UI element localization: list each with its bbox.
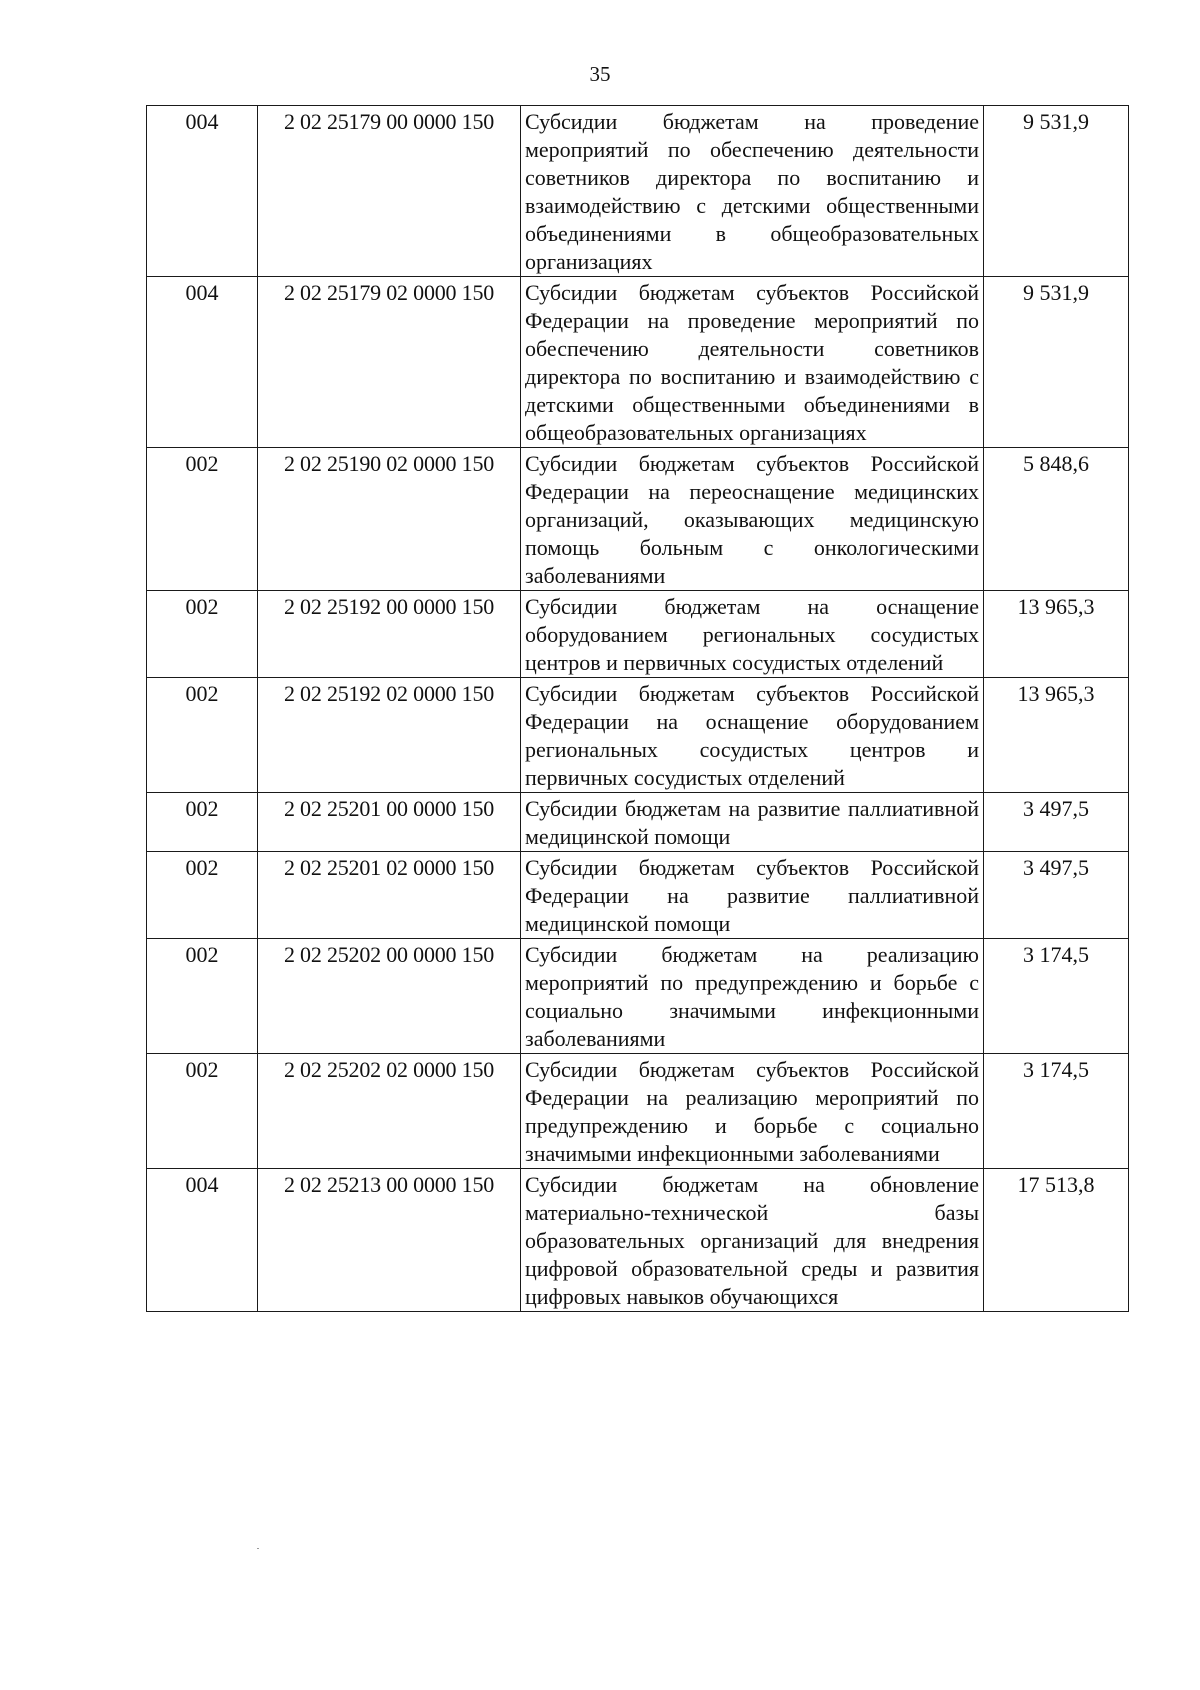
budget-classification-code-cell: 2 02 25202 02 0000 150 [258,1054,521,1169]
budget-classification-code-cell: 2 02 25201 00 0000 150 [258,793,521,852]
admin-code-cell: 002 [147,591,258,678]
admin-code-cell: 002 [147,448,258,591]
amount-cell: 3 497,5 [984,793,1129,852]
amount-cell: 5 848,6 [984,448,1129,591]
revenue-name-cell: Субсидии бюджетам субъектов Российской Федерации на проведение мероприятий по обеспечению деятельности советников директора по воспитанию и взаимодействию с детскими общественными объединениями в общеобразовательных организациях [521,277,984,448]
revenue-name-cell: Субсидии бюджетам на проведение мероприятий по обеспечению деятельности советников директора по воспитанию и взаимодействию с детскими общественными объединениями в общеобразовательных организациях [521,106,984,277]
table-row [147,448,1129,591]
admin-code-cell: 004 [147,1169,258,1312]
amount-cell: 3 174,5 [984,939,1129,1054]
amount-cell: 9 531,9 [984,277,1129,448]
revenue-name-cell: Субсидии бюджетам субъектов Российской Федерации на реализацию мероприятий по предупреждению и борьбе с социально значимыми инфекционными заболеваниями [521,1054,984,1169]
table-row [147,1054,1129,1169]
table-row [147,277,1129,448]
amount-cell: 17 513,8 [984,1169,1129,1312]
scan-speck [257,1548,259,1549]
table-row [147,1169,1129,1312]
amount-cell: 13 965,3 [984,591,1129,678]
revenue-name-cell: Субсидии бюджетам субъектов Российской Федерации на развитие паллиативной медицинской помощи [521,852,984,939]
budget-classification-code-cell: 2 02 25192 00 0000 150 [258,591,521,678]
budget-classification-code-cell: 2 02 25202 00 0000 150 [258,939,521,1054]
admin-code-cell: 002 [147,678,258,793]
admin-code-cell: 002 [147,1054,258,1169]
amount-cell: 9 531,9 [984,106,1129,277]
budget-classification-code-cell: 2 02 25179 02 0000 150 [258,277,521,448]
amount-cell: 3 174,5 [984,1054,1129,1169]
revenue-name-cell: Субсидии бюджетам на оснащение оборудованием региональных сосудистых центров и первичных сосудистых отделений [521,591,984,678]
table-row [147,591,1129,678]
revenue-name-cell: Субсидии бюджетам на реализацию мероприятий по предупреждению и борьбе с социально значимыми инфекционными заболеваниями [521,939,984,1054]
table-row [147,939,1129,1054]
budget-classification-code-cell: 2 02 25213 00 0000 150 [258,1169,521,1312]
amount-cell: 3 497,5 [984,852,1129,939]
revenue-name-cell: Субсидии бюджетам на развитие паллиативной медицинской помощи [521,793,984,852]
admin-code-cell: 004 [147,277,258,448]
budget-classification-code-cell: 2 02 25179 00 0000 150 [258,106,521,277]
admin-code-cell: 002 [147,793,258,852]
table-row [147,678,1129,793]
table-row [147,106,1129,277]
budget-classification-code-cell: 2 02 25192 02 0000 150 [258,678,521,793]
amount-cell: 13 965,3 [984,678,1129,793]
budget-classification-code-cell: 2 02 25201 02 0000 150 [258,852,521,939]
table-row [147,852,1129,939]
admin-code-cell: 004 [147,106,258,277]
admin-code-cell: 002 [147,939,258,1054]
budget-revenue-table [146,105,1129,1312]
page-number: 35 [589,62,611,86]
revenue-name-cell: Субсидии бюджетам субъектов Российской Федерации на оснащение оборудованием региональных сосудистых центров и первичных сосудистых отделений [521,678,984,793]
table-row [147,793,1129,852]
revenue-name-cell: Субсидии бюджетам субъектов Российской Федерации на переоснащение медицинских организаций, оказывающих медицинскую помощь больным с онкологическими заболеваниями [521,448,984,591]
revenue-name-cell: Субсидии бюджетам на обновление материально-технической базы образовательных организаций для внедрения цифровой образовательной среды и развития цифровых навыков обучающихся [521,1169,984,1312]
budget-classification-code-cell: 2 02 25190 02 0000 150 [258,448,521,591]
admin-code-cell: 002 [147,852,258,939]
